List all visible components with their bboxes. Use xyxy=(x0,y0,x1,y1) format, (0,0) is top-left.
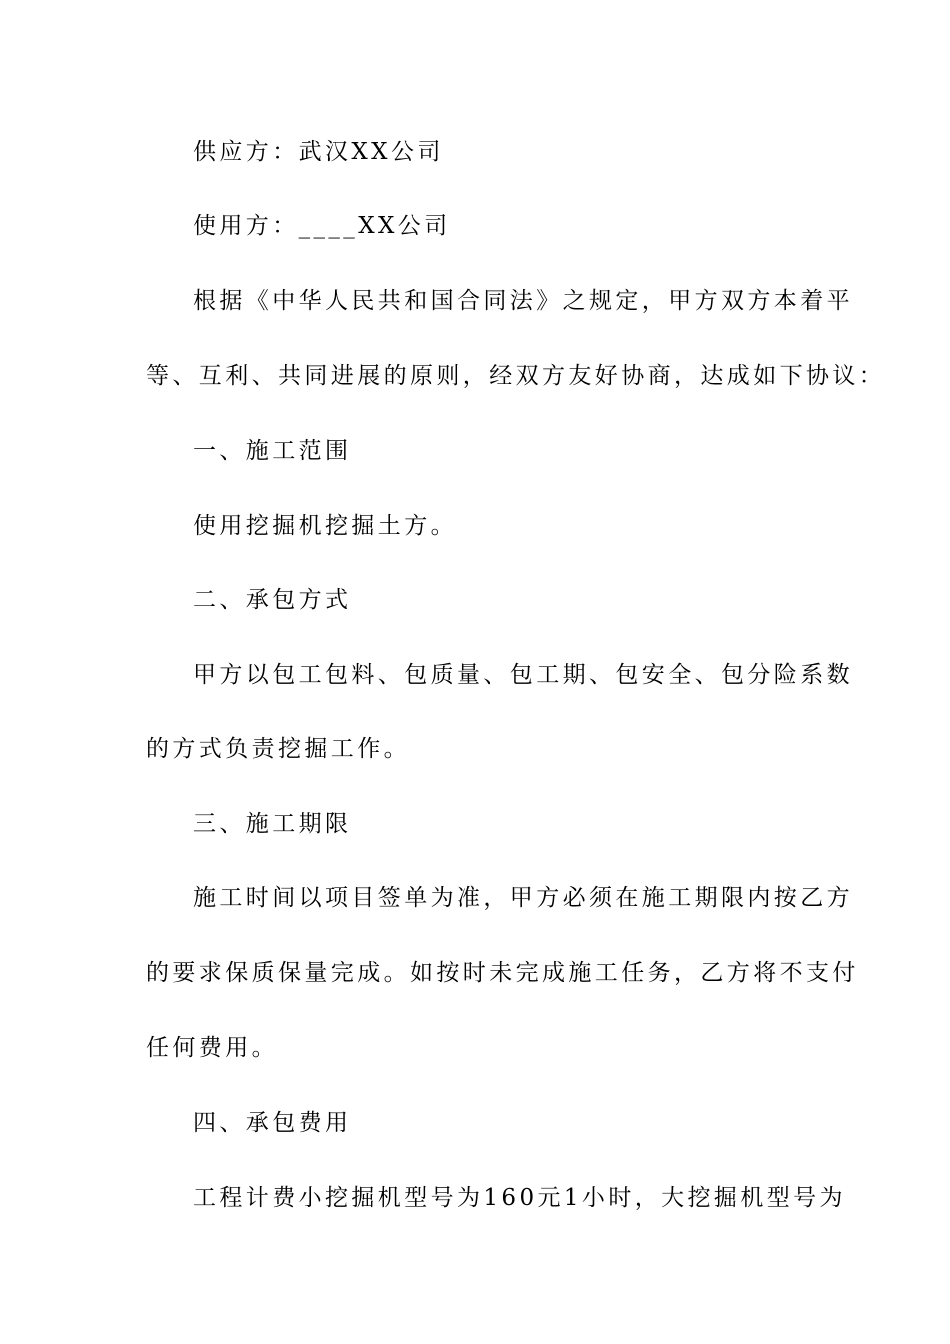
user-line: 使用方：____XX公司 xyxy=(193,213,451,239)
section-heading-fees: 四、承包费用 xyxy=(193,1110,352,1136)
contract-method-line-2: 的方式负责挖掘工作。 xyxy=(146,736,410,762)
section-heading-contract-method: 二、承包方式 xyxy=(193,587,352,613)
period-line-2: 的要求保质保量完成。如按时未完成施工任务，乙方将不支付 xyxy=(146,960,859,986)
supplier-line: 供应方：武汉XX公司 xyxy=(193,139,444,165)
preamble-line-1: 根据《中华人民共和国合同法》之规定，甲方双方本着平 xyxy=(193,288,853,314)
period-line-3: 任何费用。 xyxy=(146,1035,278,1061)
section-heading-period: 三、施工期限 xyxy=(193,811,352,837)
period-line-1: 施工时间以项目签单为准，甲方必须在施工期限内按乙方 xyxy=(193,885,853,911)
contract-method-line-1: 甲方以包工包料、包质量、包工期、包安全、包分险系数 xyxy=(193,662,853,688)
section-heading-scope: 一、施工范围 xyxy=(193,438,352,464)
preamble-line-2: 等、互利、共同进展的原则，经双方友好协商，达成如下协议： xyxy=(146,363,886,389)
scope-paragraph: 使用挖掘机挖掘土方。 xyxy=(193,513,457,539)
fees-line-1: 工程计费小挖掘机型号为160元1小时，大挖掘机型号为 xyxy=(193,1185,846,1211)
